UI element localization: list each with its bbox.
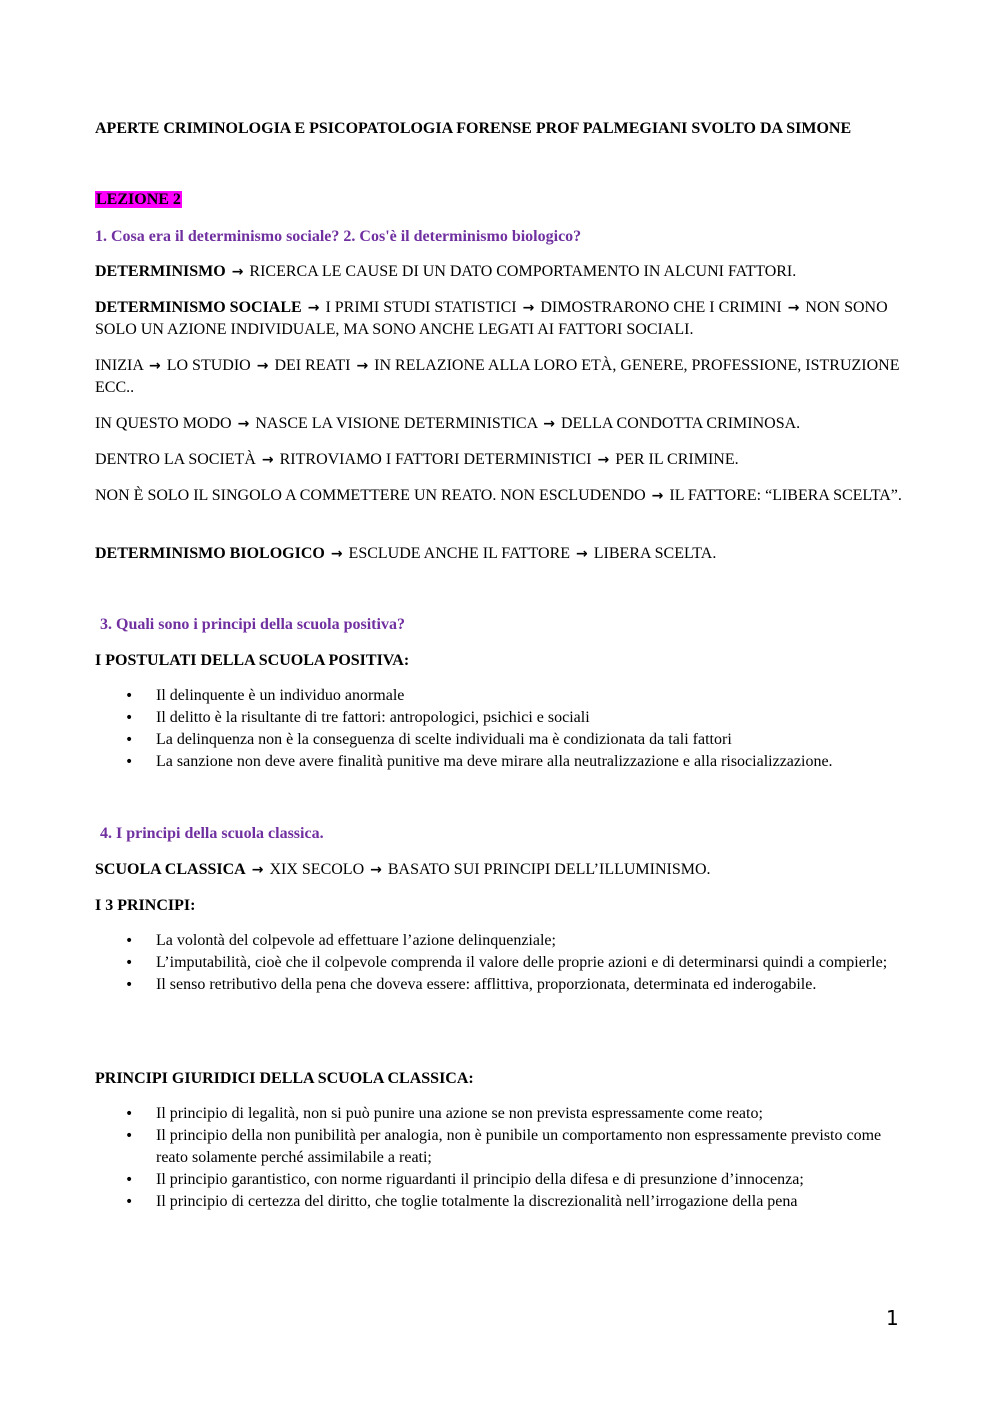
text: ESCLUDE ANCHE IL FATTORE: [348, 545, 571, 562]
text: BASATO SUI PRINCIPI DELL’ILLUMINISMO.: [387, 861, 711, 878]
paragraph-dentro-la-societa: [95, 449, 905, 471]
bullet-icon: •: [125, 1194, 134, 1210]
heading-principi-giuridici: PRINCIPI GIURIDICI DELLA SCUOLA CLASSICA:: [95, 1070, 474, 1087]
text: PER IL CRIMINE.: [615, 451, 739, 468]
document-title: APERTE CRIMINOLOGIA E PSICOPATOLOGIA FORENSE PROF PALMEGIANI SVOLTO DA SIMONE: [95, 120, 852, 137]
question-1-2: [95, 226, 905, 248]
term-scuola-classica: SCUOLA CLASSICA: [95, 861, 246, 878]
paragraph-determinismo: [95, 261, 905, 283]
lesson-heading: [95, 189, 905, 211]
question-4: 4. I principi della scuola classica.: [100, 825, 324, 842]
arrow-icon: →: [231, 264, 244, 280]
question-2: 2. Cos'è il determinismo biologico?: [343, 228, 582, 245]
arrow-icon: →: [307, 300, 320, 316]
lesson-label: LEZIONE 2: [96, 191, 181, 208]
arrow-icon: →: [651, 488, 664, 504]
arrow-icon: →: [522, 300, 535, 316]
arrow-icon: →: [597, 452, 610, 468]
paragraph-non-e-solo: [95, 485, 905, 507]
text: NASCE LA VISIONE DETERMINISTICA: [255, 415, 538, 432]
paragraph-scuola-classica: [95, 859, 905, 881]
list-item: • L’imputabilità, cioè che il colpevole comprenda il valore delle proprie azioni e di determinarsi quindi a compierle;: [95, 952, 905, 974]
term-determinismo-sociale: DETERMINISMO SOCIALE: [95, 299, 302, 316]
paragraph-inizia: [95, 355, 905, 399]
bullet-icon: •: [125, 1128, 134, 1144]
term-determinismo: DETERMINISMO: [95, 263, 226, 280]
arrow-icon: →: [787, 300, 800, 316]
arrow-icon: →: [261, 452, 274, 468]
list-item: • La sanzione non deve avere finalità punitive ma deve mirare alla neutralizzazione e alla risocializzazione.: [95, 751, 905, 773]
text: IN QUESTO MODO: [95, 415, 232, 432]
text: I PRIMI STUDI STATISTICI: [325, 299, 517, 316]
bullet-icon: •: [125, 933, 134, 949]
text: DELLA CONDOTTA CRIMINOSA.: [561, 415, 801, 432]
paragraph-determinismo-biologico: [95, 543, 905, 565]
list-3-principi: [95, 930, 905, 996]
bullet-icon: •: [125, 710, 134, 726]
text: XIX SECOLO: [269, 861, 365, 878]
list-item: • Il principio garantistico, con norme riguardanti il principio della difesa e di presunzione d’innocenza;: [95, 1169, 905, 1191]
page-number: 1: [886, 1306, 899, 1330]
arrow-icon: →: [543, 416, 555, 432]
heading-postulati: I POSTULATI DELLA SCUOLA POSITIVA:: [95, 652, 410, 669]
list-item: • Il delinquente è un individuo anormale: [95, 685, 905, 707]
list-principi-giuridici: [95, 1103, 905, 1213]
text: LO STUDIO: [166, 357, 251, 374]
text: DEI REATI: [274, 357, 351, 374]
question-3: 3. Quali sono i principi della scuola positiva?: [100, 616, 405, 633]
bullet-icon: •: [125, 1172, 134, 1188]
arrow-icon: →: [148, 358, 161, 374]
bullet-icon: •: [125, 754, 134, 770]
arrow-icon: →: [256, 358, 269, 374]
bullet-icon: •: [125, 955, 134, 971]
text: RITROVIAMO I FATTORI DETERMINISTICI: [279, 451, 592, 468]
bullet-icon: •: [125, 1106, 134, 1122]
text: INIZIA: [95, 357, 143, 374]
arrow-icon: →: [576, 546, 588, 562]
arrow-icon: →: [237, 416, 250, 432]
arrow-icon: →: [330, 546, 343, 562]
bullet-icon: •: [125, 977, 134, 993]
text: RICERCA LE CAUSE DI UN DATO COMPORTAMENTO IN ALCUNI FATTORI.: [249, 263, 797, 280]
arrow-icon: →: [370, 862, 382, 878]
list-item: • Il senso retributivo della pena che doveva essere: afflittiva, proporzionata, determinata ed inderogabile.: [95, 974, 905, 996]
text: IN RELAZIONE ALLA LORO ETÀ, GENERE, PROFESSIONE, ISTRUZIONE ECC..: [95, 357, 900, 396]
term-determinismo-biologico: DETERMINISMO BIOLOGICO: [95, 545, 325, 562]
heading-3-principi: I 3 PRINCIPI:: [95, 897, 196, 914]
text: LIBERA SCELTA.: [593, 545, 717, 562]
list-item: • Il delitto è la risultante di tre fattori: antropologici, psichici e sociali: [95, 707, 905, 729]
bullet-icon: •: [125, 732, 134, 748]
arrow-icon: →: [356, 358, 369, 374]
list-item: • La volontà del colpevole ad effettuare l’azione delinquenziale;: [95, 930, 905, 952]
text: DENTRO LA SOCIETÀ: [95, 451, 256, 468]
text: DIMOSTRARONO CHE I CRIMINI: [540, 299, 782, 316]
list-item: • Il principio di certezza del diritto, che toglie totalmente la discrezionalità nell’irrogazione della pena: [95, 1191, 905, 1213]
text: NON È SOLO IL SINGOLO A COMMETTERE UN REATO. NON ESCLUDENDO: [95, 487, 646, 504]
arrow-icon: →: [251, 862, 264, 878]
paragraph-determinismo-sociale: [95, 297, 905, 341]
paragraph-in-questo-modo: [95, 413, 905, 435]
list-postulati: [95, 685, 905, 773]
question-1: 1. Cosa era il determinismo sociale?: [95, 228, 340, 245]
list-item: • Il principio della non punibilità per analogia, non è punibile un comportamento non espressamente previsto come reato solamente perché assimilabile a reati;: [125, 1127, 882, 1166]
list-item: • La delinquenza non è la conseguenza di scelte individuali ma è condizionata da tali fattori: [95, 729, 905, 751]
text: NON SONO SOLO UN AZIONE INDIVIDUALE, MA SONO ANCHE LEGATI AI FATTORI SOCIALI.: [95, 299, 888, 338]
bullet-icon: •: [125, 688, 134, 704]
text: IL FATTORE: “LIBERA SCELTA”.: [669, 487, 902, 504]
list-item: • Il principio di legalità, non si può punire una azione se non prevista espressamente come reato;: [95, 1103, 905, 1125]
